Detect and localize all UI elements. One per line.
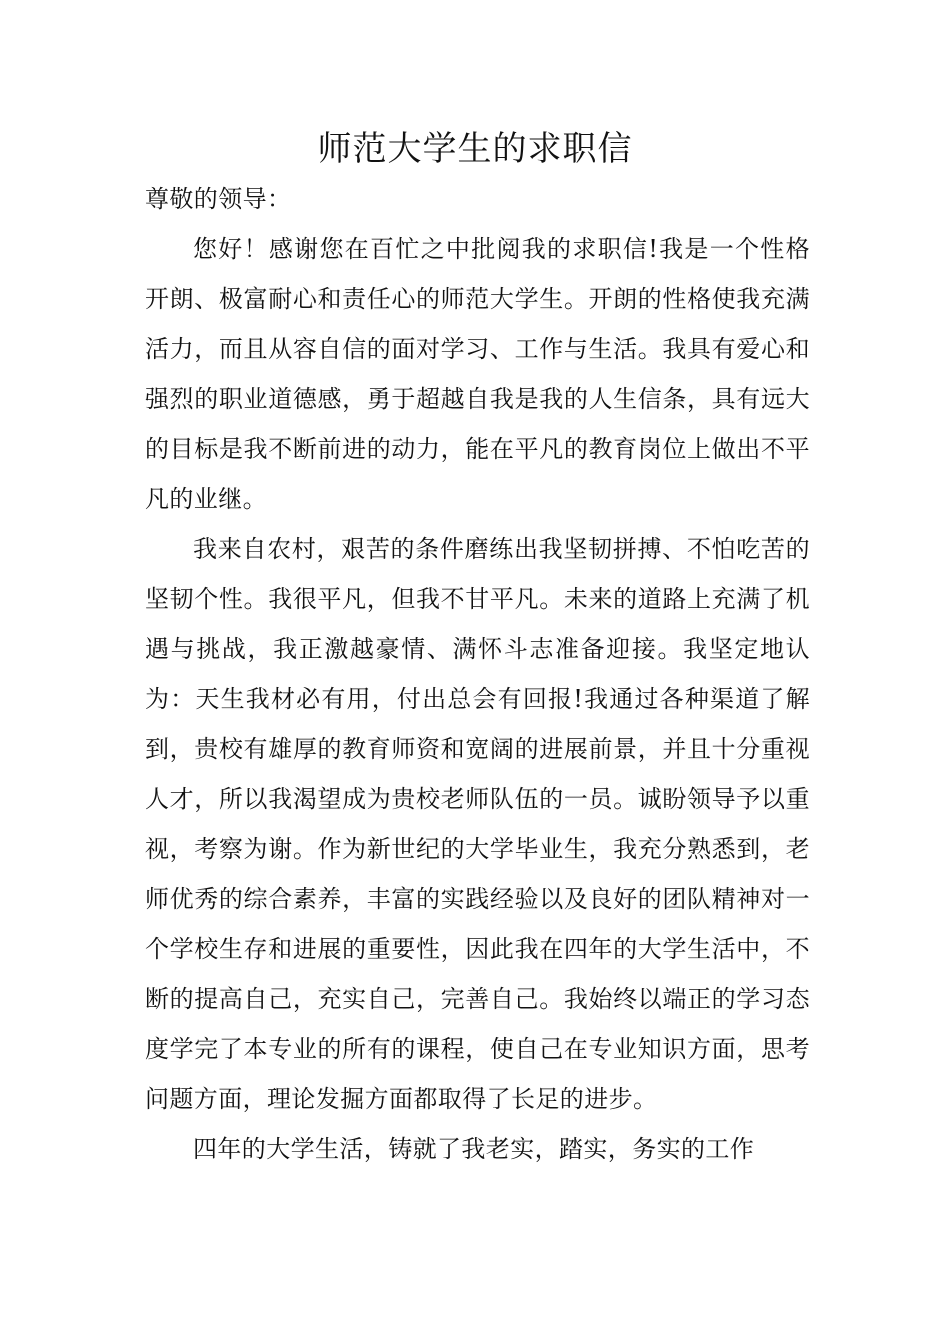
document-title: 师范大学生的求职信 bbox=[317, 129, 633, 169]
paragraph-1: 您好！感谢您在百忙之中批阅我的求职信!我是一个性格开朗、极富耐心和责任心的师范大学生。开朗的性格使我充满活力，而且从容自信的面对学习、工作与生活。我具有爱心和强烈的职业道德感，勇于超越自我是我的人生信条，具有远大的目标是我不断前进的动力，能在平凡的教育岗位上做出不平凡的业继。 bbox=[145, 235, 810, 513]
letter-body bbox=[145, 174, 810, 1174]
paragraph-3: 四年的大学生活，铸就了我老实，踏实，务实的工作 bbox=[193, 1135, 755, 1163]
paragraph-2: 我来自农村，艰苦的条件磨练出我坚韧拼搏、不怕吃苦的坚韧个性。我很平凡，但我不甘平凡。未来的道路上充满了机遇与挑战，我正激越豪情、满怀斗志准备迎接。我坚定地认为：天生我材必有用，付出总会有回报!我通过各种渠道了解到，贵校有雄厚的教育师资和宽阔的进展前景，并且十分重视人才，所以我渴望成为贵校老师队伍的一员。诚盼领导予以重视，考察为谢。作为新世纪的大学毕业生，我充分熟悉到，老师优秀的综合素养，丰富的实践经验以及良好的团队精神对一个学校生存和进展的重要性，因此我在四年的大学生活中，不断的提高自己，充实自己，完善自己。我始终以端正的学习态度学完了本专业的所有的课程，使自己在专业知识方面，思考问题方面，理论发掘方面都取得了长足的进步。 bbox=[145, 535, 810, 1113]
salutation: 尊敬的领导： bbox=[145, 185, 292, 213]
